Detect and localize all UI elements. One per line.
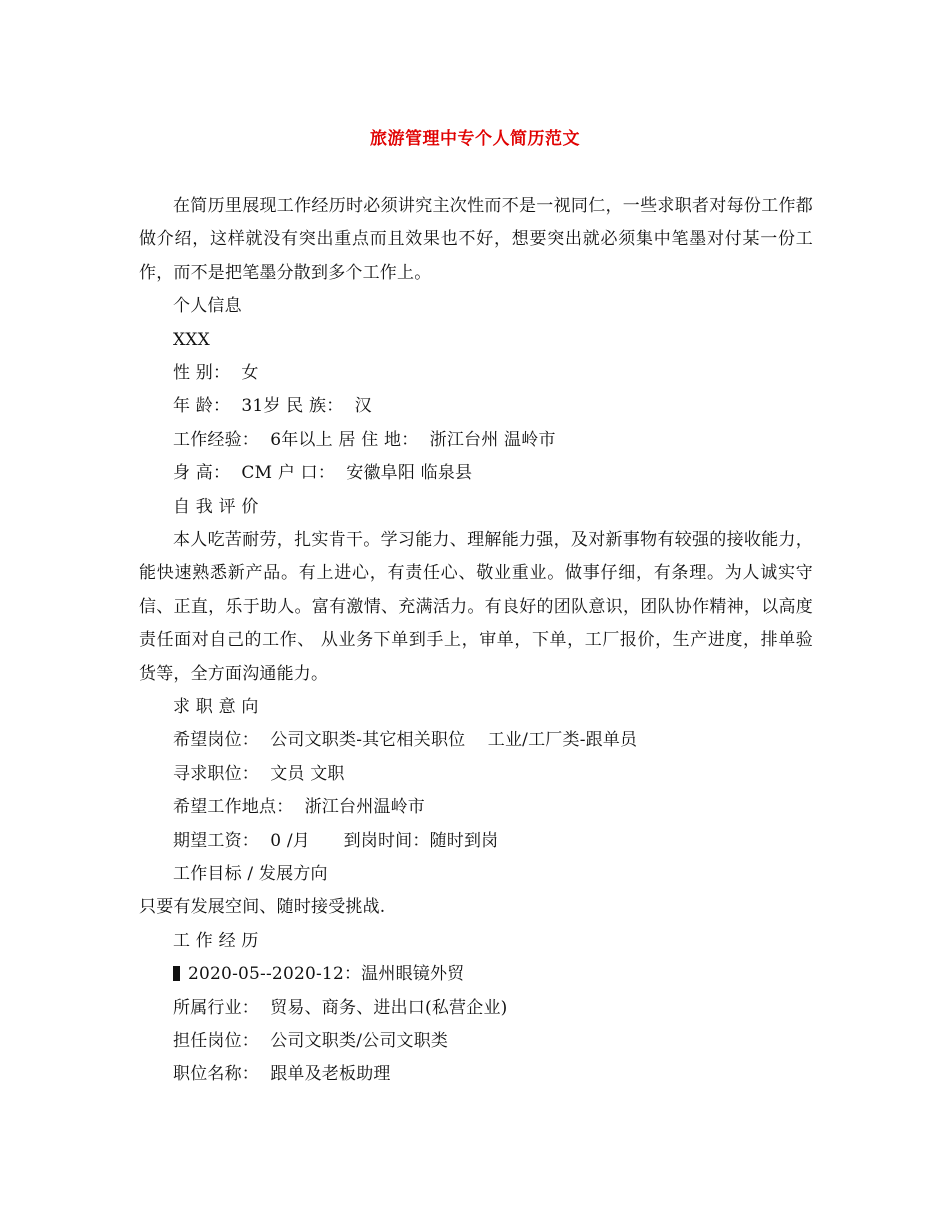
career-goal-text: 只要有发展空间、随时接受挑战.	[139, 897, 386, 918]
desired-location-line: 希望工作地点： 浙江台州温岭市	[173, 797, 426, 818]
work-entry-period	[139, 958, 813, 991]
seeking-position-line: 寻求职位： 文员 文职	[173, 763, 345, 784]
industry-line: 所属行业： 贸易、商务、进出口(私营企业)	[173, 997, 508, 1018]
experience-residence-line: 工作经验： 6年以上 居 住 地： 浙江台州 温岭市	[173, 429, 556, 450]
name-value: XXX	[173, 329, 210, 350]
document-body	[139, 190, 813, 1092]
gender-line: 性 别： 女	[173, 363, 259, 383]
career-goal-heading: 工作目标 / 发展方向	[173, 863, 328, 884]
desired-position-line: 希望岗位： 公司文职类-其它相关职位 工业/工厂类-跟单员	[173, 730, 638, 751]
work-entry-period-text: 2020-05--2020-12：温州眼镜外贸	[188, 964, 465, 985]
job-intent-heading: 求 职 意 向	[173, 696, 259, 717]
self-evaluation-heading: 自 我 评 价	[173, 496, 259, 517]
black-square-bullet-icon	[173, 966, 180, 981]
personal-info-heading: 个人信息	[173, 296, 242, 317]
age-ethnicity-line: 年 龄： 31岁 民 族： 汉	[173, 396, 372, 417]
job-title-line: 职位名称： 跟单及老板助理	[173, 1064, 391, 1085]
self-evaluation-paragraph: 本人吃苦耐劳，扎实肯干。学习能力、理解能力强，及对新事物有较强的接收能力，能快速熟悉新产品。有上进心，有责任心、敬业重业。做事仔细，有条理。为人诚实守信、正直，乐于助人。富有激情、充满活力。有良好的团队意识，团队协作精神，以高度责任面对自己的工作、 从业务下单到手上，审单，下单，工厂报价，生产进度，排单验货等，全方面沟通能力。	[139, 529, 813, 684]
document-title: 旅游管理中专个人简历范文	[370, 129, 580, 149]
work-history-heading: 工 作 经 历	[173, 930, 259, 951]
salary-start-line: 期望工资： 0 /月 到岗时间：随时到岗	[173, 830, 499, 851]
height-hukou-line: 身 高： CM 户 口： 安徽阜阳 临泉县	[173, 463, 473, 484]
intro-paragraph: 在简历里展现工作经历时必须讲究主次性而不是一视同仁，一些求职者对每份工作都做介绍，这样就没有突出重点而且效果也不好，想要突出就必须集中笔墨对付某一份工作，而不是把笔墨分散到多个工作上。	[139, 196, 813, 283]
post-line: 担任岗位： 公司文职类/公司文职类	[173, 1030, 449, 1051]
